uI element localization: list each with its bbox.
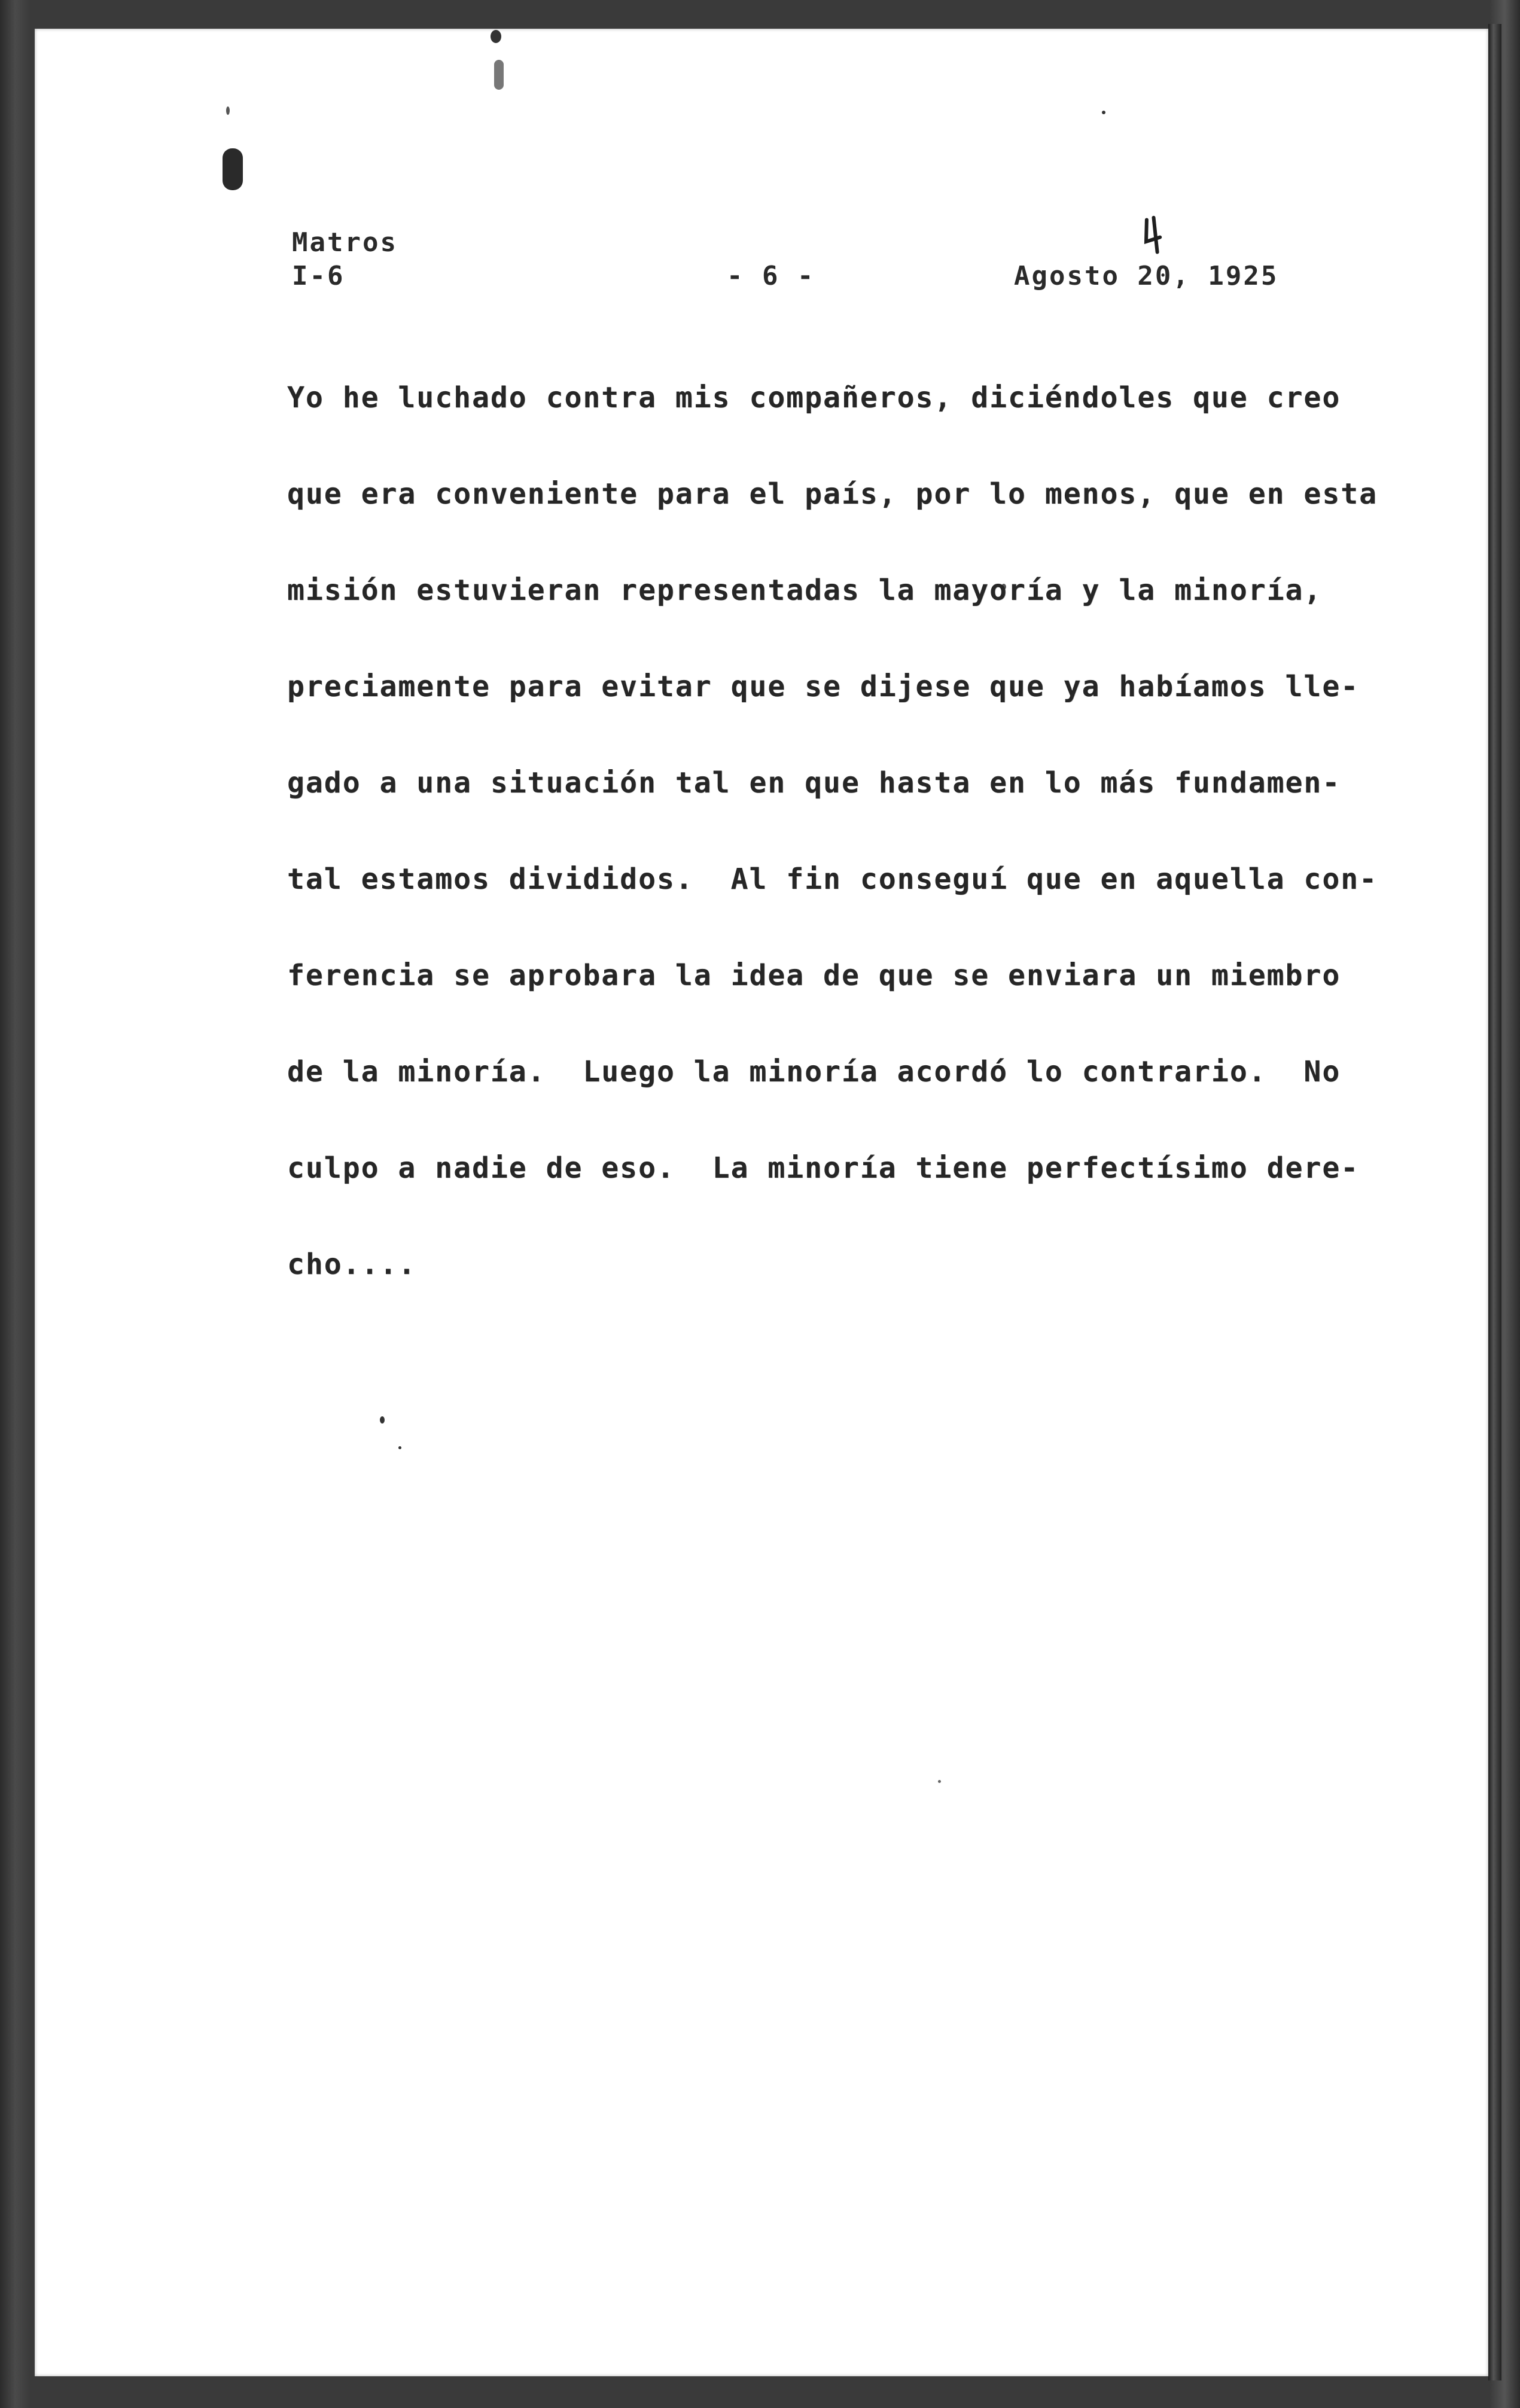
- document-body: [287, 350, 1376, 1313]
- page-number: - 6 -: [727, 261, 815, 291]
- document-date: Agosto 20, 1925: [1014, 261, 1279, 291]
- body-line: preciamente para evitar que se dijese que ya habíamos lle-: [287, 670, 1360, 703]
- scan-speck: [938, 1780, 941, 1783]
- page-edge: [1488, 24, 1501, 2380]
- body-line: tal estamos divididos. Al fin conseguí que en aquella con-: [287, 862, 1378, 896]
- scan-speck: [223, 148, 243, 190]
- document-reference: I-6: [292, 261, 345, 291]
- body-line: Yo he luchado contra mis compañeros, diciéndoles que creo: [287, 381, 1341, 414]
- body-line: cho....: [287, 1248, 417, 1281]
- document-header-left: [292, 226, 398, 293]
- body-line: gado a una situación tal en que hasta en lo más fundamen-: [287, 766, 1341, 800]
- scan-speck: [398, 1446, 401, 1449]
- body-line: ferencia se aprobara la idea de que se enviara un miembro: [287, 959, 1341, 992]
- body-line: culpo a nadie de eso. La minoría tiene perfectísimo dere-: [287, 1151, 1360, 1185]
- scan-speck: [1102, 111, 1105, 114]
- body-line: misión estuvieran representadas la mayoría y la minoría,: [287, 574, 1323, 607]
- scan-speck: [494, 60, 504, 90]
- scan-speck: [226, 106, 230, 115]
- author-name: Matros: [292, 227, 398, 258]
- scan-speck: [491, 30, 501, 43]
- body-line: que era conveniente para el país, por lo menos, que en esta: [287, 477, 1378, 511]
- scan-speck: [380, 1416, 385, 1424]
- body-line: de la minoría. Luego la minoría acordó lo contrario. No: [287, 1055, 1341, 1089]
